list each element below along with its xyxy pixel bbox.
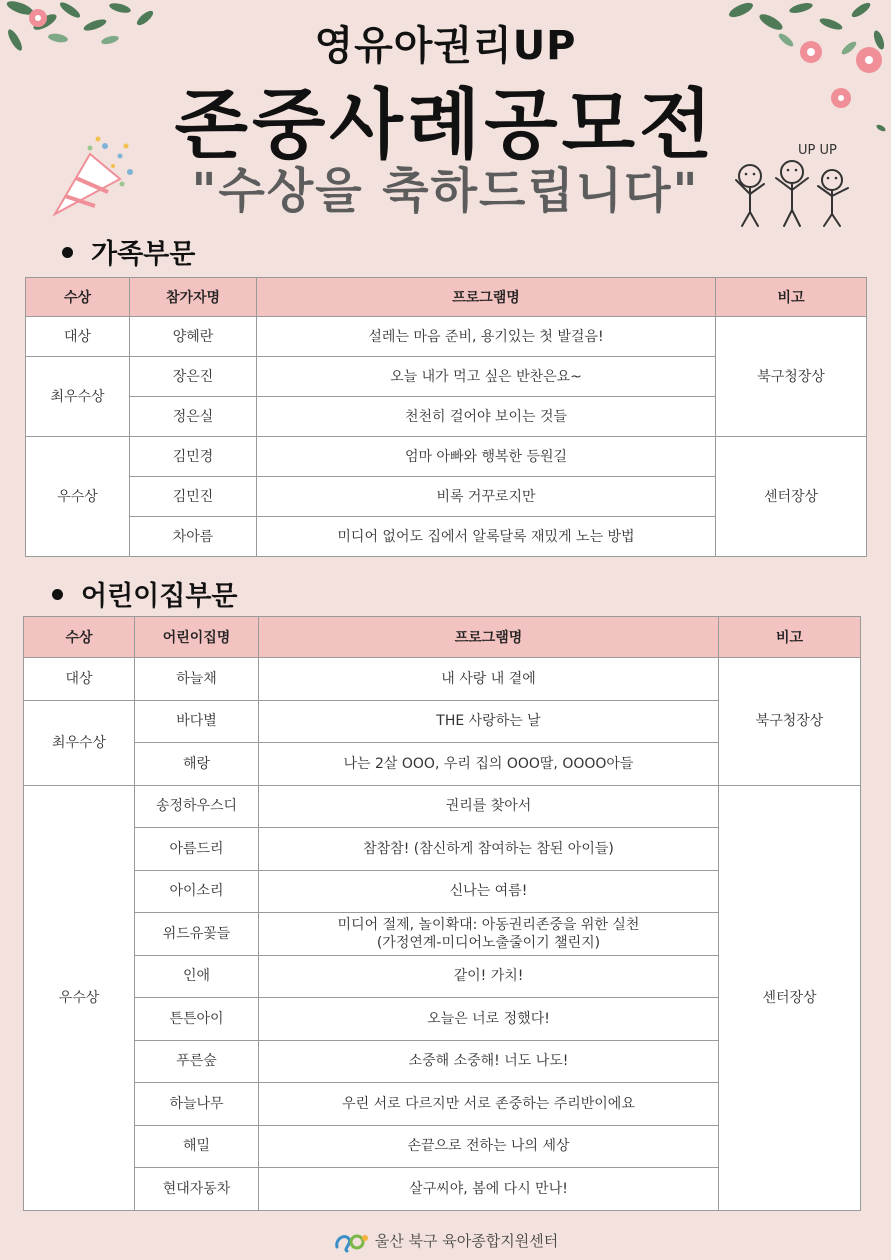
- daycare-cell: 하늘나무: [135, 1083, 259, 1126]
- daycare-cell: 아름드리: [135, 828, 259, 871]
- daycare-cell: 하늘채: [135, 658, 259, 701]
- program-cell: 권리를 찾아서: [259, 785, 719, 828]
- center-logo-icon: [333, 1231, 369, 1253]
- bullet-icon: [52, 589, 63, 600]
- program-cell: 설레는 마음 준비, 용기있는 첫 발걸음!: [257, 317, 716, 357]
- award-cell: 우수상: [24, 785, 135, 1210]
- table-row: [24, 785, 861, 828]
- event-title: 존중사례공모전: [174, 80, 717, 169]
- program-cell: 나는 2살 OOO, 우리 집의 OOO딸, OOOO아들: [259, 743, 719, 786]
- column-header-daycare: 어린이집명: [135, 617, 259, 658]
- table-row: [26, 437, 867, 477]
- column-header-program: 프로그램명: [259, 617, 719, 658]
- daycare-results-table: [23, 616, 861, 1211]
- column-header-note: 비고: [716, 278, 867, 317]
- column-header-participant: 참가자명: [130, 278, 257, 317]
- daycare-cell: 해밀: [135, 1125, 259, 1168]
- award-cell: 우수상: [26, 437, 130, 557]
- program-line-2: (가정연계-미디어노출줄이기 챌린지): [376, 934, 601, 951]
- daycare-cell: 푸른숲: [135, 1040, 259, 1083]
- column-header-award: 수상: [26, 278, 130, 317]
- daycare-cell: 위드유꽃들: [135, 913, 259, 956]
- daycare-cell: 튼튼아이: [135, 998, 259, 1041]
- program-cell: 미디어 없어도 집에서 알록달록 재밌게 노는 방법: [257, 517, 716, 557]
- bullet-icon: [62, 247, 73, 258]
- program-cell: THE 사랑하는 날: [259, 700, 719, 743]
- family-section-title: 가족부문: [91, 239, 196, 270]
- note-cell: 북구청장상: [716, 317, 867, 437]
- table-row: [26, 317, 867, 357]
- table-header-row: [26, 278, 867, 317]
- table-row: [24, 658, 861, 701]
- program-cell: 오늘은 너로 정했다!: [259, 998, 719, 1041]
- daycare-section-title: 어린이집부문: [81, 581, 238, 612]
- note-cell: 센터장상: [719, 785, 861, 1210]
- footer: [0, 1230, 891, 1253]
- participant-cell: 김민경: [130, 437, 257, 477]
- program-cell: [259, 913, 719, 956]
- award-cell: 최우수상: [26, 357, 130, 437]
- column-header-note: 비고: [719, 617, 861, 658]
- program-cell: 천천히 걸어야 보이는 것들: [257, 397, 716, 437]
- participant-cell: 장은진: [130, 357, 257, 397]
- participant-cell: 김민진: [130, 477, 257, 517]
- daycare-cell: 바다별: [135, 700, 259, 743]
- participant-cell: 차아름: [130, 517, 257, 557]
- daycare-cell: 현대자동차: [135, 1168, 259, 1211]
- program-cell: 비록 거꾸로지만: [257, 477, 716, 517]
- daycare-cell: 아이소리: [135, 870, 259, 913]
- program-cell: 내 사랑 내 곁에: [259, 658, 719, 701]
- note-cell: 센터장상: [716, 437, 867, 557]
- family-section-heading: [62, 232, 195, 271]
- family-results-table: [25, 277, 867, 557]
- daycare-cell: 인애: [135, 955, 259, 998]
- award-cell: 최우수상: [24, 700, 135, 785]
- program-cell: 신나는 여름!: [259, 870, 719, 913]
- program-cell: 소중해 소중해! 너도 나도!: [259, 1040, 719, 1083]
- program-cell: 오늘 내가 먹고 싶은 반찬은요~: [257, 357, 716, 397]
- note-cell: 북구청장상: [719, 658, 861, 786]
- column-header-award: 수상: [24, 617, 135, 658]
- daycare-section-heading: [52, 574, 238, 613]
- program-cell: 엄마 아빠와 행복한 등원길: [257, 437, 716, 477]
- program-cell: 손끝으로 전하는 나의 세상: [259, 1125, 719, 1168]
- program-cell: 우린 서로 다르지만 서로 존중하는 주리반이에요: [259, 1083, 719, 1126]
- updoodle-text: UP UP: [798, 143, 837, 158]
- program-line-1: 미디어 절제, 놀이확대: 아동권리존중을 위한 실천: [337, 916, 640, 933]
- congrats-message: "수상을 축하드립니다": [191, 163, 700, 219]
- daycare-cell: 송정하우스디: [135, 785, 259, 828]
- program-cell: 같이! 가치!: [259, 955, 719, 998]
- table-header-row: [24, 617, 861, 658]
- daycare-cell: 해랑: [135, 743, 259, 786]
- program-cell: 참참참! (참신하게 참여하는 참된 아이들): [259, 828, 719, 871]
- award-cell: 대상: [24, 658, 135, 701]
- event-subtitle: 영유아권리UP: [314, 23, 577, 69]
- participant-cell: 정은실: [130, 397, 257, 437]
- column-header-program: 프로그램명: [257, 278, 716, 317]
- program-cell: 살구씨야, 봄에 다시 만나!: [259, 1168, 719, 1211]
- footer-org-name: 울산 북구 육아종합지원센터: [374, 1232, 559, 1250]
- award-cell: 대상: [26, 317, 130, 357]
- participant-cell: 양혜란: [130, 317, 257, 357]
